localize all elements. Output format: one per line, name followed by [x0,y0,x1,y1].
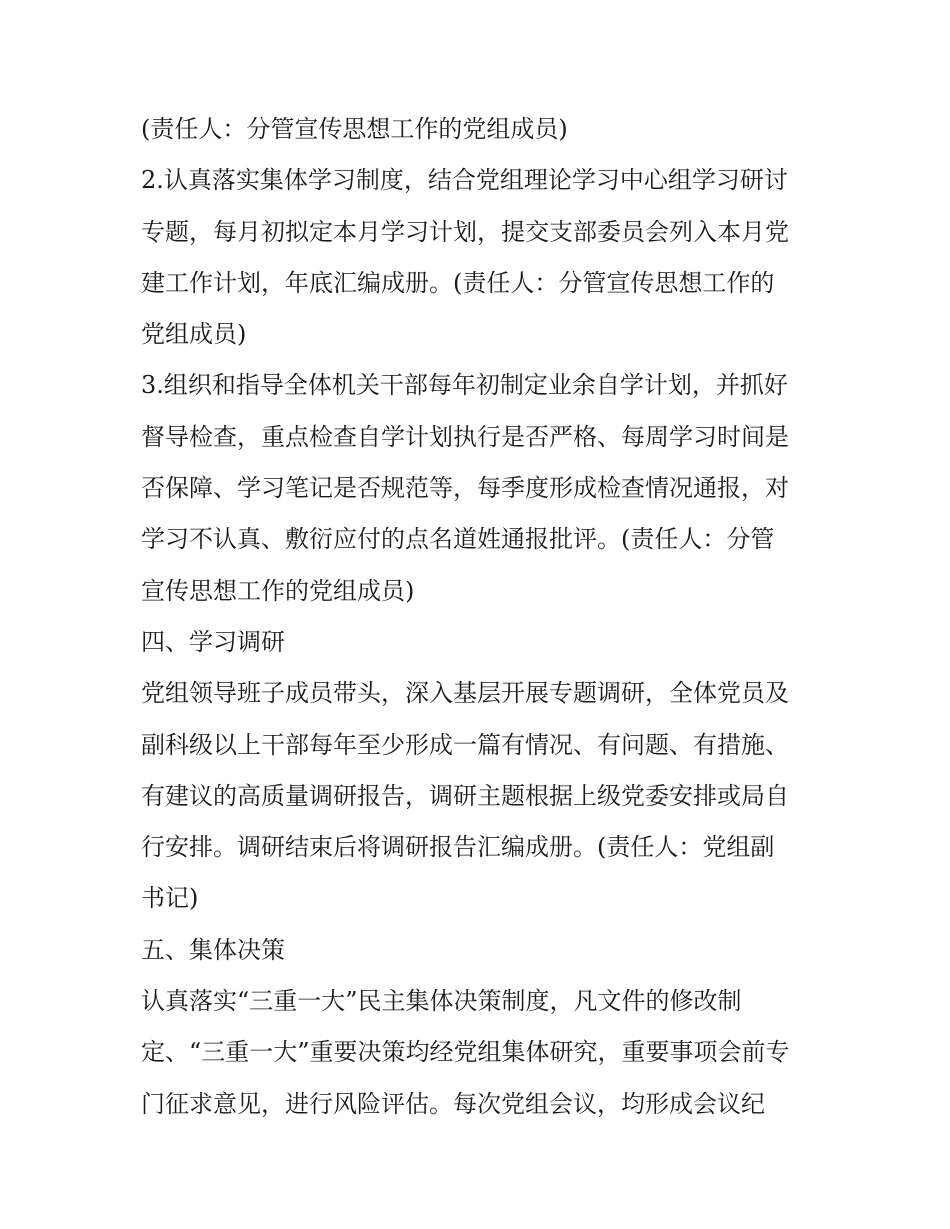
section-heading: 五、集体决策 [141,935,285,964]
text-line: 行安排。调研结束后将调研报告汇编成册。(责任人：党组副 [141,833,775,862]
section-heading: 四、学习调研 [141,627,285,656]
text-line: 党组成员) [141,320,247,349]
text-line: 定、“三重一大”重要决策均经党组集体研究，重要事项会前专 [141,1038,790,1067]
text-line: (责任人：分管宣传思想工作的党组成员) [141,115,568,143]
text-line: 党组领导班子成员带头，深入基层开展专题调研，全体党员及 [141,679,789,708]
text-line: 宣传思想工作的党组成员) [141,576,415,605]
document-body [141,104,831,1130]
text-line: 学习不认真、敷衍应付的点名道姓通报批评。(责任人：分管 [141,525,775,554]
text-line: 建工作计划，年底汇编成册。(责任人：分管宣传思想工作的 [141,268,775,297]
text-line: 否保障、学习笔记是否规范等，每季度形成检查情况通报，对 [141,474,789,503]
text-line: 专题，每月初拟定本月学习计划，提交支部委员会列入本月党 [141,217,789,246]
text-line: 2.认真落实集体学习制度，结合党组理论学习中心组学习研讨 [141,166,788,195]
text-line: 门征求意见，进行风险评估。每次党组会议，均形成会议纪 [141,1089,765,1118]
text-line: 副科级以上干部每年至少形成一篇有情况、有问题、有措施、 [141,730,789,759]
text-line: 督导检查，重点检查自学计划执行是否严格、每周学习时间是 [141,422,789,451]
text-line: 书记) [141,884,199,913]
text-line: 认真落实“三重一大”民主集体决策制度，凡文件的修改制 [141,987,742,1016]
text-line: 有建议的高质量调研报告，调研主题根据上级党委安排或局自 [141,781,789,810]
text-line: 3.组织和指导全体机关干部每年初制定业余自学计划，并抓好 [141,371,788,400]
